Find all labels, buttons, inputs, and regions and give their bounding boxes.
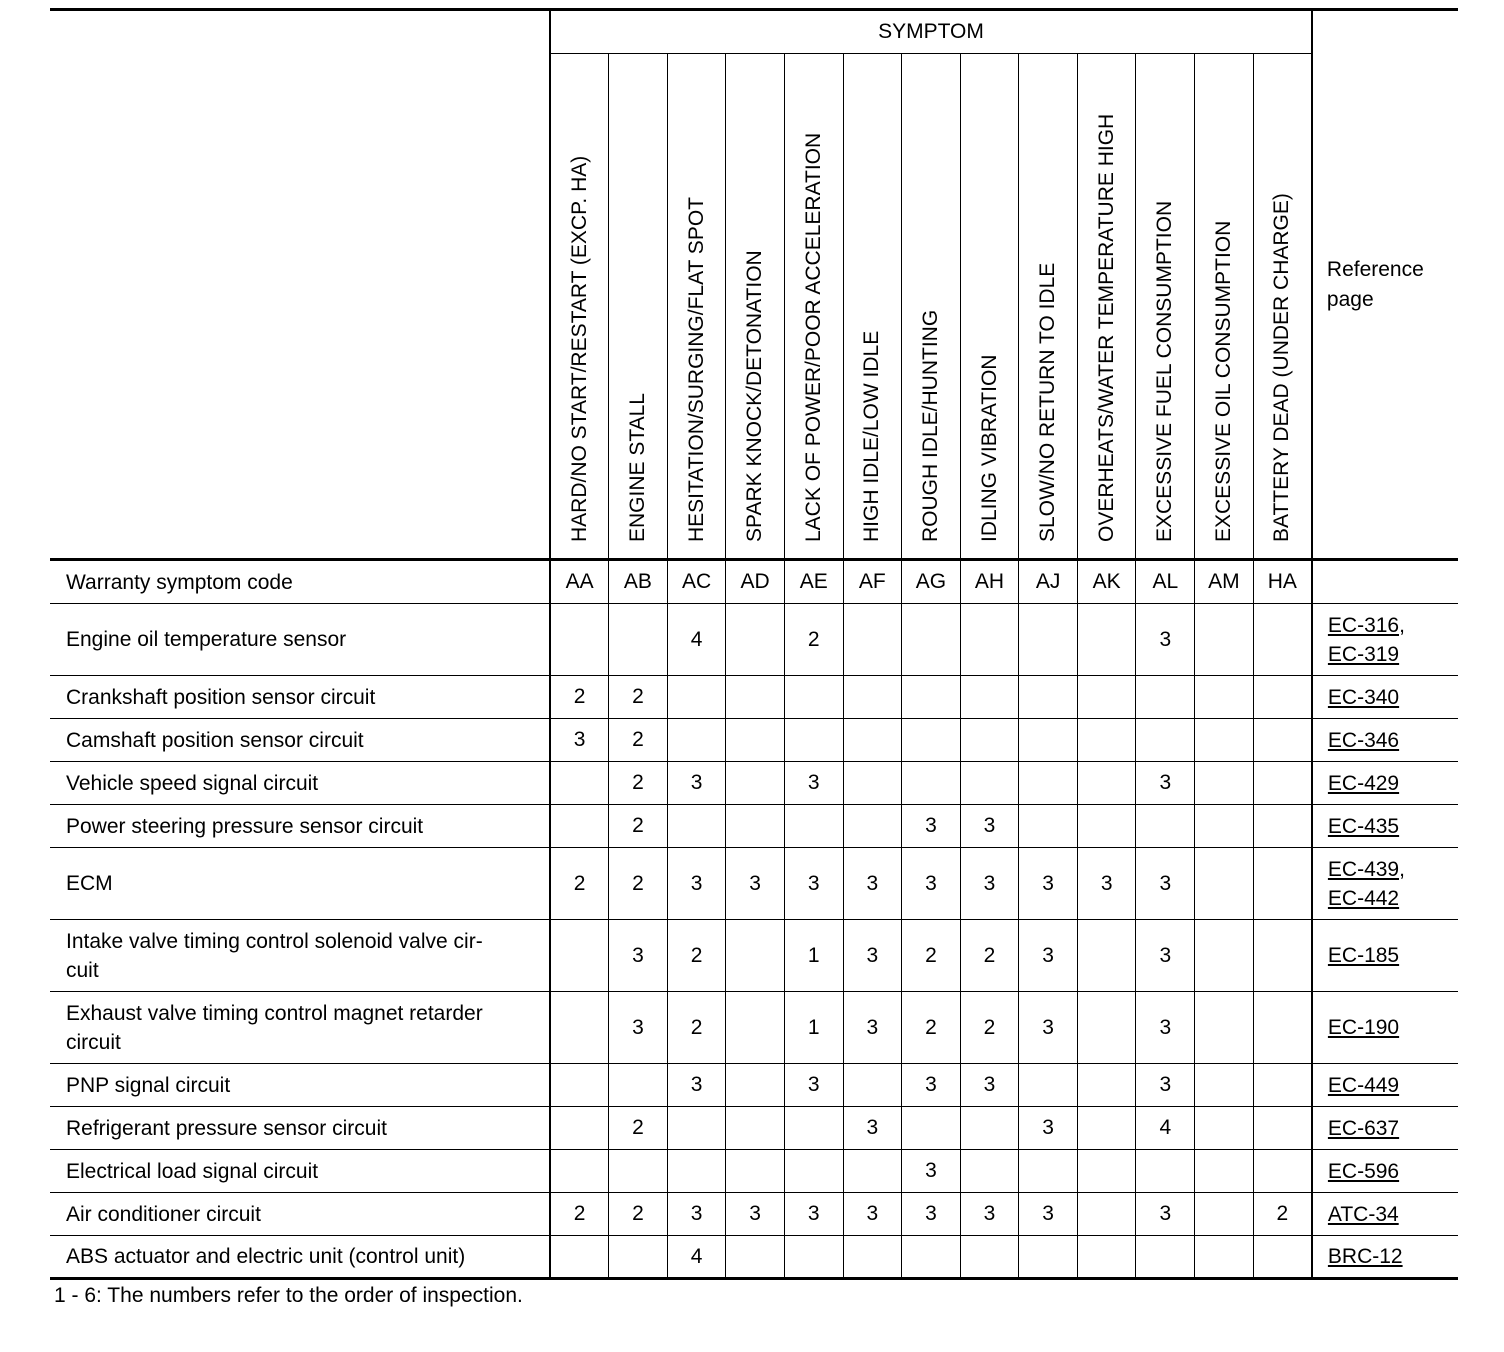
symptom-column-header <box>843 54 902 560</box>
inspection-order-cell <box>1195 992 1254 1064</box>
inspection-order-cell <box>1136 805 1195 848</box>
inspection-order-cell <box>843 805 902 848</box>
inspection-order-cell <box>1136 1150 1195 1193</box>
component-label <box>50 805 550 848</box>
component-label-line: Electrical load signal circuit <box>66 1159 319 1183</box>
inspection-order-cell: 3 <box>843 992 902 1064</box>
component-label-line: Exhaust valve timing control magnet retarder <box>66 1001 483 1025</box>
inspection-order-cell: 2 <box>1253 1193 1312 1236</box>
symptom-column-label: HESITATION/SURGING/FLAT SPOT <box>684 197 708 542</box>
inspection-order-cell <box>550 805 609 848</box>
inspection-order-cell <box>1253 1107 1312 1150</box>
inspection-order-cell <box>667 805 726 848</box>
inspection-order-cell: 3 <box>843 1193 902 1236</box>
inspection-order-cell: 2 <box>609 1193 668 1236</box>
inspection-order-cell: 2 <box>550 1193 609 1236</box>
warranty-code: AE <box>784 560 843 604</box>
inspection-order-cell: 1 <box>784 920 843 992</box>
inspection-order-cell <box>1195 719 1254 762</box>
table-row <box>50 992 1458 1064</box>
component-label <box>50 992 550 1064</box>
inspection-order-cell <box>784 1107 843 1150</box>
inspection-order-cell: 2 <box>784 604 843 676</box>
inspection-order-cell <box>1019 604 1078 676</box>
component-label <box>50 676 550 719</box>
table-row <box>50 805 1458 848</box>
inspection-order-cell: 3 <box>784 848 843 920</box>
inspection-order-cell: 3 <box>1136 1064 1195 1107</box>
table-row <box>50 676 1458 719</box>
inspection-order-cell: 3 <box>902 848 961 920</box>
component-label <box>50 1064 550 1107</box>
reference-page-link[interactable]: EC-190 <box>1327 1016 1400 1039</box>
inspection-order-cell: 2 <box>960 920 1019 992</box>
inspection-order-cell <box>1195 805 1254 848</box>
corner-cell <box>50 10 550 560</box>
reference-page-link[interactable]: EC-596 <box>1327 1159 1400 1183</box>
inspection-order-cell: 3 <box>784 1193 843 1236</box>
inspection-order-cell <box>550 1236 609 1279</box>
inspection-order-cell: 3 <box>1136 604 1195 676</box>
symptom-column-label: HIGH IDLE/LOW IDLE <box>860 330 884 542</box>
inspection-order-cell <box>843 762 902 805</box>
inspection-order-cell <box>550 1150 609 1193</box>
symptom-group-header: SYMPTOM <box>550 10 1312 54</box>
inspection-order-cell <box>1019 719 1078 762</box>
warranty-code: AL <box>1136 560 1195 604</box>
symptom-column-label: OVERHEATS/WATER TEMPERATURE HIGH <box>1094 113 1118 542</box>
symptom-column-header <box>960 54 1019 560</box>
warranty-code: AC <box>667 560 726 604</box>
inspection-order-cell <box>726 805 785 848</box>
inspection-order-cell <box>1195 604 1254 676</box>
inspection-order-cell <box>726 762 785 805</box>
table-row <box>50 1150 1458 1193</box>
symptom-table <box>50 8 1458 1280</box>
inspection-order-cell: 3 <box>960 805 1019 848</box>
inspection-order-cell <box>1019 676 1078 719</box>
warranty-code: AJ <box>1019 560 1078 604</box>
symptom-column-header <box>1195 54 1254 560</box>
inspection-order-cell: 3 <box>1019 1107 1078 1150</box>
reference-page-link[interactable]: EC-435 <box>1327 814 1400 838</box>
inspection-order-cell <box>1253 1150 1312 1193</box>
reference-page-link[interactable]: EC-439, <box>1327 857 1405 881</box>
inspection-order-cell <box>550 992 609 1064</box>
inspection-order-cell <box>1077 805 1136 848</box>
inspection-order-cell <box>1253 604 1312 676</box>
reference-page-cell <box>1312 1150 1458 1193</box>
inspection-order-cell: 4 <box>1136 1107 1195 1150</box>
inspection-order-cell <box>1253 719 1312 762</box>
inspection-order-cell: 2 <box>609 719 668 762</box>
symptom-column-label: SLOW/NO RETURN TO IDLE <box>1036 262 1060 542</box>
inspection-order-cell: 3 <box>609 992 668 1064</box>
inspection-order-cell <box>843 1064 902 1107</box>
inspection-order-cell <box>843 719 902 762</box>
component-label <box>50 604 550 676</box>
symptom-column-header <box>1019 54 1078 560</box>
inspection-order-cell <box>1077 1064 1136 1107</box>
inspection-order-cell: 3 <box>1019 992 1078 1064</box>
inspection-order-cell: 2 <box>550 848 609 920</box>
inspection-order-cell <box>667 1107 726 1150</box>
reference-page-cell <box>1312 676 1458 719</box>
symptom-column-label: ENGINE STALL <box>625 393 649 542</box>
inspection-order-cell <box>1253 1064 1312 1107</box>
symptom-column-header <box>784 54 843 560</box>
inspection-order-cell: 3 <box>1136 920 1195 992</box>
inspection-order-cell <box>960 1150 1019 1193</box>
inspection-order-cell <box>1253 676 1312 719</box>
inspection-order-cell <box>726 1236 785 1279</box>
component-label <box>50 762 550 805</box>
reference-page-cell <box>1312 1064 1458 1107</box>
inspection-order-cell <box>1253 848 1312 920</box>
inspection-order-cell <box>667 1150 726 1193</box>
inspection-order-cell <box>609 1150 668 1193</box>
inspection-order-cell <box>784 719 843 762</box>
inspection-order-cell <box>843 676 902 719</box>
inspection-order-cell: 3 <box>902 1064 961 1107</box>
table-row <box>50 848 1458 920</box>
inspection-order-cell <box>1253 762 1312 805</box>
table-row <box>50 1193 1458 1236</box>
inspection-order-cell: 3 <box>550 719 609 762</box>
inspection-order-cell <box>550 1064 609 1107</box>
inspection-order-cell <box>843 1236 902 1279</box>
component-label <box>50 1193 550 1236</box>
inspection-order-cell <box>1136 676 1195 719</box>
inspection-order-cell: 3 <box>902 1193 961 1236</box>
reference-page-cell <box>1312 604 1458 676</box>
inspection-order-cell: 3 <box>843 848 902 920</box>
inspection-order-cell <box>1253 1236 1312 1279</box>
reference-page-link[interactable]: BRC-12 <box>1327 1245 1403 1268</box>
reference-page-cell <box>1312 992 1458 1064</box>
inspection-order-cell: 3 <box>784 1064 843 1107</box>
symptom-column-header <box>1077 54 1136 560</box>
inspection-order-cell <box>1019 1150 1078 1193</box>
symptom-column-label: IDLING VIBRATION <box>977 354 1001 542</box>
inspection-order-cell <box>609 604 668 676</box>
component-label-line: circuit <box>66 1030 121 1054</box>
inspection-order-cell <box>1195 1236 1254 1279</box>
inspection-order-cell <box>1077 762 1136 805</box>
inspection-order-cell <box>1195 676 1254 719</box>
inspection-order-cell <box>902 676 961 719</box>
inspection-order-cell: 3 <box>1136 1193 1195 1236</box>
symptom-column-header <box>609 54 668 560</box>
component-label-line: ECM <box>66 872 113 895</box>
inspection-order-cell: 2 <box>609 1107 668 1150</box>
table-row <box>50 604 1458 676</box>
inspection-order-cell <box>902 719 961 762</box>
warranty-code-label: Warranty symptom code <box>50 560 550 604</box>
inspection-order-cell: 3 <box>960 1064 1019 1107</box>
inspection-order-cell: 2 <box>902 920 961 992</box>
inspection-order-cell <box>550 1107 609 1150</box>
warranty-code: AA <box>550 560 609 604</box>
reference-page-link[interactable]: EC-429 <box>1327 771 1400 795</box>
inspection-order-cell: 3 <box>667 1064 726 1107</box>
inspection-order-cell <box>1019 1236 1078 1279</box>
component-label <box>50 1150 550 1193</box>
component-label-line: Power steering pressure sensor circuit <box>66 814 424 838</box>
symptom-column-label: EXCESSIVE OIL CONSUMPTION <box>1211 220 1235 542</box>
component-label-line: cuit <box>66 958 99 982</box>
reference-page-cell <box>1312 1236 1458 1279</box>
inspection-order-cell: 3 <box>1019 920 1078 992</box>
inspection-order-cell: 3 <box>843 920 902 992</box>
symptom-column-header <box>667 54 726 560</box>
inspection-order-cell <box>843 604 902 676</box>
inspection-order-cell <box>1077 920 1136 992</box>
inspection-order-cell <box>843 1150 902 1193</box>
table-row <box>50 1064 1458 1107</box>
reference-page-link[interactable]: EC-346 <box>1327 728 1400 752</box>
warranty-code: HA <box>1253 560 1312 604</box>
inspection-order-cell <box>1136 1236 1195 1279</box>
inspection-order-cell <box>667 676 726 719</box>
symptom-column-header <box>1136 54 1195 560</box>
reference-page-cell <box>1312 1107 1458 1150</box>
table-row <box>50 719 1458 762</box>
component-label <box>50 1107 550 1150</box>
component-label <box>50 848 550 920</box>
inspection-order-cell: 4 <box>667 1236 726 1279</box>
symptom-column-header <box>726 54 785 560</box>
reference-page-cell <box>1312 719 1458 762</box>
inspection-order-cell <box>1019 1064 1078 1107</box>
inspection-order-cell: 3 <box>726 1193 785 1236</box>
symptom-column-label: HARD/NO START/RESTART (EXCP. HA) <box>567 155 591 542</box>
inspection-order-cell <box>726 1150 785 1193</box>
inspection-order-cell: 3 <box>667 762 726 805</box>
inspection-order-cell: 3 <box>667 848 726 920</box>
inspection-order-cell: 2 <box>609 676 668 719</box>
reference-page-link[interactable]: EC-449 <box>1327 1073 1400 1097</box>
inspection-order-cell <box>1195 762 1254 805</box>
component-label-line: PNP signal circuit <box>66 1073 231 1097</box>
inspection-order-cell: 2 <box>609 848 668 920</box>
inspection-order-cell <box>1019 762 1078 805</box>
inspection-order-cell <box>550 762 609 805</box>
inspection-order-cell <box>1019 805 1078 848</box>
reference-page-link[interactable]: EC-340 <box>1327 685 1400 709</box>
inspection-order-cell <box>1077 1107 1136 1150</box>
inspection-order-cell: 2 <box>960 992 1019 1064</box>
warranty-code: AB <box>609 560 668 604</box>
component-label-line: Engine oil temperature sensor <box>66 628 347 651</box>
inspection-order-cell <box>1253 920 1312 992</box>
warranty-code: AK <box>1077 560 1136 604</box>
reference-page-link[interactable]: EC-185 <box>1327 944 1400 967</box>
table-row <box>50 762 1458 805</box>
inspection-order-cell <box>1077 1236 1136 1279</box>
inspection-order-cell <box>550 920 609 992</box>
inspection-order-cell <box>726 676 785 719</box>
inspection-order-cell: 3 <box>726 848 785 920</box>
component-label-line: Air conditioner circuit <box>66 1202 261 1226</box>
warranty-code: AD <box>726 560 785 604</box>
table-row <box>50 920 1458 992</box>
inspection-order-cell <box>609 1064 668 1107</box>
inspection-order-cell <box>960 604 1019 676</box>
inspection-order-cell <box>726 992 785 1064</box>
inspection-order-cell <box>902 1107 961 1150</box>
inspection-order-cell: 2 <box>667 992 726 1064</box>
component-label-line: Intake valve timing control solenoid valve cir- <box>66 929 483 953</box>
inspection-order-cell: 2 <box>550 676 609 719</box>
inspection-order-cell: 3 <box>1136 992 1195 1064</box>
inspection-order-cell <box>1195 920 1254 992</box>
component-label-line: Vehicle speed signal circuit <box>66 771 319 795</box>
inspection-order-cell: 1 <box>784 992 843 1064</box>
inspection-order-cell <box>960 1236 1019 1279</box>
reference-page-link[interactable]: EC-442 <box>1327 886 1400 910</box>
inspection-order-cell: 2 <box>902 992 961 1064</box>
warranty-code: AH <box>960 560 1019 604</box>
inspection-order-cell <box>1077 676 1136 719</box>
symptom-column-label: BATTERY DEAD (UNDER CHARGE) <box>1270 193 1294 542</box>
inspection-order-cell <box>726 719 785 762</box>
inspection-order-cell <box>1253 805 1312 848</box>
inspection-order-cell <box>667 719 726 762</box>
inspection-order-cell: 3 <box>667 1193 726 1236</box>
symptom-column-header <box>1253 54 1312 560</box>
symptom-column-header <box>902 54 961 560</box>
component-label <box>50 719 550 762</box>
inspection-order-cell <box>1195 1193 1254 1236</box>
inspection-order-cell <box>784 1150 843 1193</box>
inspection-order-cell <box>1195 1107 1254 1150</box>
reference-page-link[interactable]: EC-316, <box>1327 613 1405 637</box>
reference-page-header: Reference page <box>1312 10 1458 560</box>
inspection-order-cell <box>784 1236 843 1279</box>
inspection-order-cell <box>960 762 1019 805</box>
inspection-order-cell: 3 <box>1019 848 1078 920</box>
component-label-line: Camshaft position sensor circuit <box>66 728 364 752</box>
inspection-order-cell <box>960 676 1019 719</box>
inspection-order-cell <box>726 604 785 676</box>
inspection-order-cell <box>1077 719 1136 762</box>
inspection-order-cell <box>726 1107 785 1150</box>
symptom-column-label: ROUGH IDLE/HUNTING <box>918 309 942 542</box>
inspection-order-cell <box>784 805 843 848</box>
warranty-code: AG <box>902 560 961 604</box>
reference-page-link[interactable]: EC-637 <box>1327 1116 1400 1140</box>
inspection-order-cell <box>902 762 961 805</box>
inspection-order-cell <box>902 604 961 676</box>
reference-page-link[interactable]: ATC-34 <box>1327 1202 1399 1226</box>
inspection-order-cell <box>902 1236 961 1279</box>
inspection-order-cell: 3 <box>1019 1193 1078 1236</box>
table-row <box>50 1107 1458 1150</box>
reference-page-cell <box>1312 762 1458 805</box>
component-label <box>50 1236 550 1279</box>
inspection-order-cell <box>1077 604 1136 676</box>
symptom-column-header <box>550 54 609 560</box>
inspection-order-cell <box>1195 1064 1254 1107</box>
inspection-order-cell: 3 <box>784 762 843 805</box>
inspection-order-cell: 2 <box>609 762 668 805</box>
inspection-order-cell: 3 <box>902 1150 961 1193</box>
inspection-order-cell: 3 <box>902 805 961 848</box>
component-label-line: Crankshaft position sensor circuit <box>66 685 376 709</box>
component-label-line: Refrigerant pressure sensor circuit <box>66 1116 387 1140</box>
inspection-order-cell <box>1195 848 1254 920</box>
inspection-order-cell: 2 <box>667 920 726 992</box>
warranty-code: AF <box>843 560 902 604</box>
symptom-column-label: LACK OF POWER/POOR ACCELERATION <box>801 132 825 542</box>
inspection-order-cell <box>960 1107 1019 1150</box>
reference-page-link[interactable]: EC-319 <box>1327 642 1400 666</box>
reference-page-cell <box>1312 805 1458 848</box>
reference-page-cell <box>1312 1193 1458 1236</box>
reference-page-cell <box>1312 848 1458 920</box>
inspection-order-cell <box>726 920 785 992</box>
component-label-line: ABS actuator and electric unit (control unit) <box>66 1245 466 1268</box>
warranty-ref-blank <box>1312 560 1458 604</box>
inspection-order-cell: 3 <box>843 1107 902 1150</box>
inspection-order-cell <box>550 604 609 676</box>
symptom-column-label: EXCESSIVE FUEL CONSUMPTION <box>1153 200 1177 542</box>
inspection-order-cell <box>1253 992 1312 1064</box>
symptom-column-label: SPARK KNOCK/DETONATION <box>743 250 767 542</box>
inspection-order-cell <box>1195 1150 1254 1193</box>
inspection-order-cell <box>609 1236 668 1279</box>
inspection-order-cell: 3 <box>1136 848 1195 920</box>
table-row <box>50 1236 1458 1279</box>
reference-page-cell <box>1312 920 1458 992</box>
inspection-order-cell: 3 <box>1077 848 1136 920</box>
inspection-order-cell: 3 <box>609 920 668 992</box>
inspection-order-cell <box>1077 992 1136 1064</box>
inspection-order-cell: 4 <box>667 604 726 676</box>
inspection-order-cell: 3 <box>960 1193 1019 1236</box>
footnote: 1 - 6: The numbers refer to the order of inspection. <box>54 1284 523 1307</box>
inspection-order-cell: 3 <box>960 848 1019 920</box>
inspection-order-cell <box>726 1064 785 1107</box>
inspection-order-cell: 3 <box>1136 762 1195 805</box>
inspection-order-cell <box>784 676 843 719</box>
inspection-order-cell <box>1077 1193 1136 1236</box>
warranty-code: AM <box>1195 560 1254 604</box>
inspection-order-cell: 2 <box>609 805 668 848</box>
inspection-order-cell <box>1136 719 1195 762</box>
inspection-order-cell <box>960 719 1019 762</box>
inspection-order-cell <box>1077 1150 1136 1193</box>
component-label <box>50 920 550 992</box>
